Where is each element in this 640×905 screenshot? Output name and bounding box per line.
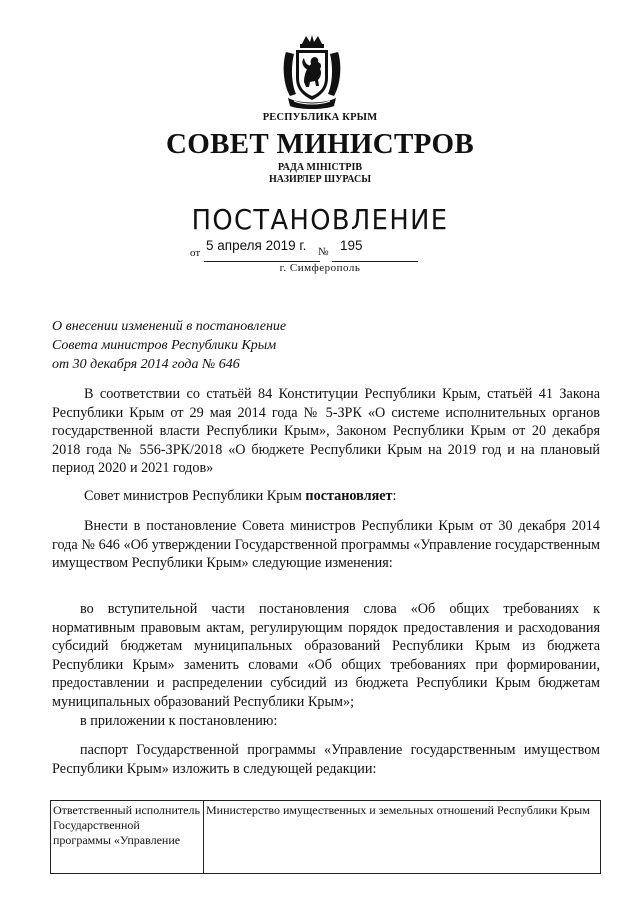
paragraph-text: в приложении к постановлению: [80, 713, 278, 729]
document-number: 195 [340, 238, 363, 253]
table-row [51, 801, 601, 874]
paragraph-text: В соответствии со статьёй 84 Конституции Республики Крым, статьёй 41 Закона Республики Крым от 29 мая 2014 года № 5-ЗРК «О системе исполнительных органов государственной власти Республики Крым», Законом Республики Крым от 20 декабря 2018 года № 556-ЗРК/2018 «О бюджете Республики Крым на 2019 год и на плановый период 2020 и 2021 годов» [52, 386, 600, 476]
preamble-change-paragraph [52, 600, 600, 711]
date-number-line [190, 238, 420, 264]
council-title-crimean: НАЗИРЛЕР ШУРАСЫ [268, 174, 372, 185]
council-title-ukrainian: РАДА МІНІСТРІВ [277, 162, 363, 173]
program-passport-table [50, 800, 601, 874]
subject-line: от 30 декабря 2014 года № 646 [52, 357, 240, 372]
document-subject [52, 317, 286, 374]
decrees-word: постановляет [305, 488, 393, 504]
paragraph-text: Совет министров Республики Крым [84, 488, 306, 504]
paragraph-end: : [392, 488, 397, 504]
number-sign: № [318, 246, 329, 258]
table-cell-label: Ответственный исполнитель Государственной программы «Управление [51, 801, 204, 874]
document-type-title: ПОСТАНОВЛЕНИЕ [191, 203, 449, 236]
passport-paragraph [52, 741, 600, 778]
paragraph-text: паспорт Государственной программы «Управление государственным имуществом Республики Крым» изложить в следующей редакции: [52, 742, 600, 777]
crimea-coat-of-arms-icon [280, 34, 344, 110]
republic-name: РЕСПУБЛИКА КРЫМ [262, 112, 378, 123]
city-name: г. Симферополь [279, 262, 361, 274]
subject-line: Совета министров Республики Крым [52, 338, 277, 353]
amendment-paragraph [52, 517, 600, 573]
resolution-paragraph [52, 487, 600, 506]
subject-line: О внесении изменений в постановление [52, 319, 287, 334]
paragraph-text: во вступительной части постановления слова «Об общих требованиях к нормативным правовым актам, регулирующим порядок предоставления и расходования субсидий бюджетам муниципальных образований Республики Крым из бюджета Республики Крым» заменить словами «Об общих требованиях при формировании, предоставлении и распределении субсидий из бюджета Республики Крым бюджетам муниципальных образований Республики Крым»; [52, 601, 600, 710]
table-cell-value: Министерство имущественных и земельных отношений Республики Крым [204, 801, 601, 874]
paragraph-text: Внести в постановление Совета министров Республики Крым от 30 декабря 2014 года № 646 «Об утверждении Государственной программы «Управление государственным имуществом Республики Крым» следующие изменения: [52, 518, 600, 571]
council-title: СОВЕТ МИНИСТРОВ [165, 128, 475, 160]
document-date: 5 апреля 2019 г. [206, 238, 307, 253]
appendix-paragraph [52, 712, 600, 731]
preamble-paragraph [52, 385, 600, 478]
date-prefix: от [190, 247, 201, 259]
